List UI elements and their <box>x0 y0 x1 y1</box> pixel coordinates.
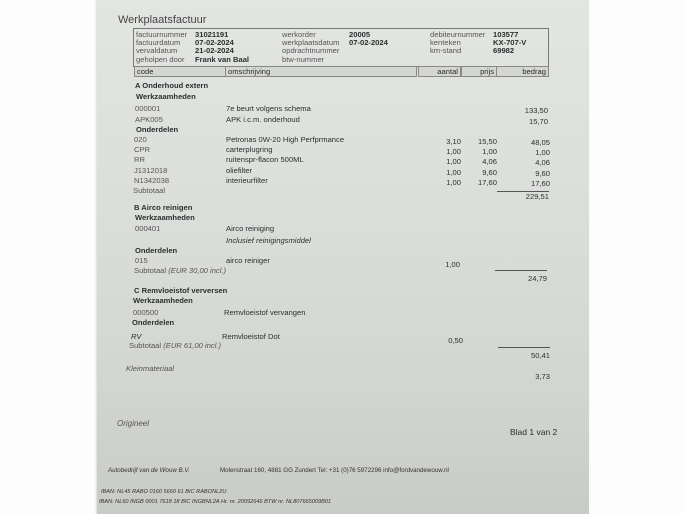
row-description: airco reiniger <box>226 256 270 265</box>
header-field-label: vervaldatum <box>136 46 178 56</box>
header-field-value: 103577 <box>493 30 519 39</box>
row-description: oliefilter <box>226 165 253 175</box>
header-field-value: 20005 <box>349 30 371 39</box>
subtotal-label-text: Subtotaal <box>134 266 167 275</box>
column-price: prijs <box>461 66 497 77</box>
row-description: APK i.c.m. onderhoud <box>226 114 300 124</box>
footer-company: Autobedrijf van de Wouw B.V. <box>108 467 190 474</box>
header-field-label: factuurdatum <box>136 38 181 48</box>
row-price: 15,50 <box>477 137 497 146</box>
row-price: 17,60 <box>477 177 497 187</box>
header-field-value: 07-02-2024 <box>195 38 234 48</box>
section-b-title: B Airco reinigen <box>134 203 193 212</box>
section-a-work-heading: Werkzaamheden <box>136 92 196 101</box>
section-b-work-heading: Werkzaamheden <box>135 213 195 222</box>
footer-iban-1: IBAN: NL45 RABO 0160 5660 61 BIC RABONL2U <box>101 489 227 495</box>
header-field-label: opdrachtnummer <box>282 46 340 56</box>
header-field-label: km-stand <box>430 46 462 56</box>
column-quantity: aantal <box>418 66 461 77</box>
header-field-label: factuurnummer <box>136 30 188 39</box>
page-indicator: Blad 1 van 2 <box>510 427 558 437</box>
section-a-subtotal-label: Subtotaal <box>133 186 166 195</box>
header-field-value: 07-02-2024 <box>349 38 388 48</box>
row-code: 020 <box>134 135 147 144</box>
row-price: 1,00 <box>482 147 497 157</box>
section-c-title: C Remvloeistof verversen <box>134 286 228 295</box>
header-field-label: geholpen door <box>136 54 185 64</box>
header-field-value: 69982 <box>493 46 515 56</box>
header-field-label: debiteurnummer <box>430 30 486 39</box>
row-description: Airco reiniging <box>226 224 275 233</box>
subtotal-incl-text: (EUR 61,00 incl.) <box>163 341 222 350</box>
row-quantity: 1,00 <box>445 260 460 269</box>
subtotal-rule <box>495 270 547 271</box>
row-code: N1342038 <box>134 175 170 185</box>
row-quantity: 1,00 <box>446 157 461 167</box>
header-field-label: werkplaatsdatum <box>282 38 340 48</box>
row-note: Inclusief reinigingsmiddel <box>226 236 311 245</box>
section-c-work-heading: Werkzaamheden <box>133 296 193 305</box>
row-amount: 15,70 <box>528 116 548 126</box>
origineel-label: Origineel <box>117 419 150 428</box>
section-a-parts-heading: Onderdelen <box>136 125 179 134</box>
footer-address: Molenstraat 160, 4881 GG Zundert Tel: +31 (0)76 5972296 info@fordvandewouw.nl <box>220 467 449 474</box>
row-amount: 133,50 <box>524 106 548 115</box>
subtotal-incl-text: (EUR 30,00 incl.) <box>168 266 227 275</box>
header-field-value: KX-707-V <box>493 38 527 48</box>
section-c-parts-heading: Onderdelen <box>132 318 175 327</box>
row-code: 000001 <box>135 104 161 113</box>
row-amount: 17,60 <box>530 178 550 188</box>
section-b-subtotal-label <box>134 266 226 275</box>
row-price: 4,06 <box>482 157 497 167</box>
row-quantity: 1,00 <box>446 167 461 177</box>
document-title: Werkplaatsfactuur <box>118 14 207 26</box>
column-amount: bedrag <box>496 66 549 77</box>
row-amount: 4,06 <box>535 158 550 168</box>
row-quantity: 0,50 <box>448 336 463 345</box>
header-field-value: Frank van Baal <box>195 54 250 64</box>
row-code: RR <box>134 155 145 165</box>
section-c-subtotal-label <box>129 341 221 350</box>
row-description: Petronas 0W-20 High Perfprmance <box>226 135 345 144</box>
row-amount: 1,00 <box>535 148 550 158</box>
row-quantity: 1,00 <box>446 147 461 157</box>
row-code: CPR <box>134 145 151 155</box>
row-description: interieurfilter <box>226 175 268 185</box>
row-amount: 9,60 <box>535 168 550 178</box>
row-code: APK005 <box>135 114 163 124</box>
row-code: 015 <box>135 256 148 265</box>
row-description: Remvloeistof vervangen <box>224 308 306 317</box>
row-code: RV <box>131 332 142 341</box>
section-a-title: A Onderhoud extern <box>135 81 209 90</box>
row-code: J1312018 <box>134 165 168 175</box>
row-code: 000401 <box>135 224 161 233</box>
header-field-value: 21-02-2024 <box>195 46 234 56</box>
footer-iban-2: IBAN: NL60 INGB 0001 7618 18 BIC INGBNL2A Hr. nr. 20092646 BTW nr. NL807665009B01 <box>99 499 332 505</box>
row-price: 9,60 <box>482 167 497 177</box>
row-code: 000500 <box>133 308 159 317</box>
section-b-parts-heading: Onderdelen <box>135 246 178 255</box>
header-field-label: btw-nummer <box>282 54 325 64</box>
column-description: omschrijving <box>225 66 417 77</box>
subtotal-rule <box>498 347 550 348</box>
row-quantity: 3,10 <box>446 137 461 146</box>
header-field-value: 31021191 <box>195 30 229 39</box>
row-description: 7e beurt volgens schema <box>226 104 311 113</box>
header-field-label: kenteken <box>430 38 461 48</box>
row-amount: 48,05 <box>530 138 550 147</box>
subtotal-label-text: Subtotaal <box>129 341 162 350</box>
row-description: ruitenspr-flacon 500ML <box>226 155 304 165</box>
column-code: code <box>134 66 226 77</box>
section-c-subtotal: 50,41 <box>530 351 550 360</box>
row-description: carterplugring <box>226 145 273 155</box>
section-b-subtotal: 24,79 <box>527 274 547 283</box>
row-quantity: 1,00 <box>446 177 461 187</box>
row-description: Remvloeistof Dot <box>222 332 280 341</box>
kleinmateriaal-amount: 3,73 <box>535 372 550 381</box>
kleinmateriaal-label: Kleinmateriaal <box>126 364 175 373</box>
section-a-subtotal: 229,51 <box>525 192 549 201</box>
header-field-label: werkorder <box>282 30 316 39</box>
